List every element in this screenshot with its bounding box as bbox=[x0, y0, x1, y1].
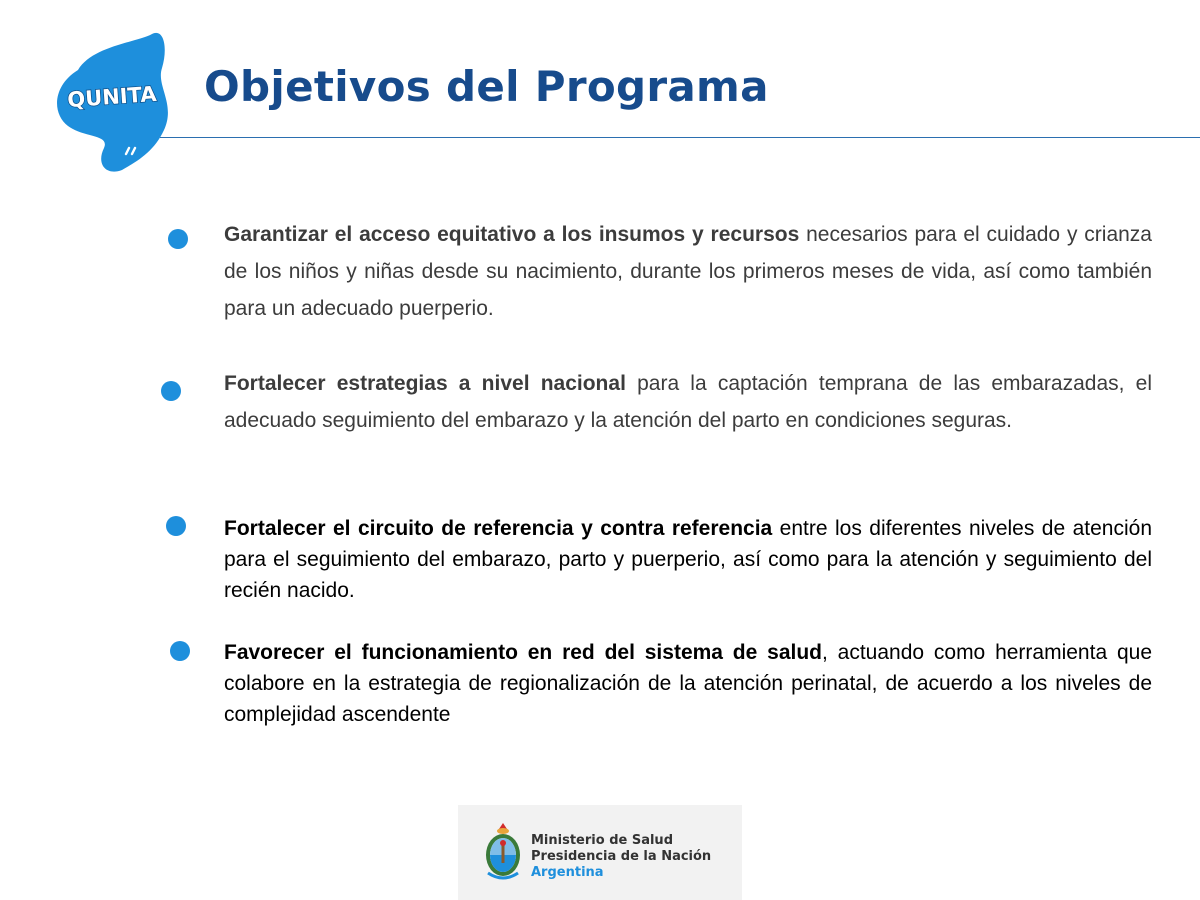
title-divider bbox=[160, 137, 1200, 138]
presidency-name: Presidencia de la Nación bbox=[531, 849, 712, 864]
bullet-icon bbox=[170, 641, 190, 661]
objective-item bbox=[224, 216, 1152, 327]
logo-text: QUNITA bbox=[66, 81, 158, 113]
objective-highlight: Fortalecer estrategias a nivel nacional bbox=[224, 372, 626, 395]
objective-item bbox=[224, 365, 1152, 439]
objective-highlight: Favorecer el funcionamiento en red del sistema de salud bbox=[224, 641, 822, 664]
objective-item bbox=[224, 637, 1152, 730]
qunita-logo bbox=[50, 30, 175, 175]
bullet-icon bbox=[168, 229, 188, 249]
objective-text: , actuando como herramienta que colabore en la estrategia de regionalización de la atención perinatal, de acuerdo a los niveles de complejidad ascendente bbox=[224, 641, 1152, 726]
ministry-logo bbox=[458, 805, 742, 900]
objective-item bbox=[224, 513, 1152, 606]
page-title: Objetivos del Programa bbox=[204, 62, 769, 111]
ministry-name: Ministerio de Salud bbox=[531, 833, 673, 848]
objective-text: entre los diferentes niveles de atención para el seguimiento del embarazo, parto y puerperio, así como para la atención y seguimiento del recién nacido. bbox=[224, 517, 1152, 602]
coat-of-arms-icon bbox=[480, 821, 526, 885]
ministry-text bbox=[531, 833, 711, 881]
objective-text: necesarios para el cuidado y crianza de los niños y niñas desde su nacimiento, durante los primeros meses de vida, así como también para un adecuado puerperio. bbox=[224, 223, 1152, 320]
objective-highlight: Garantizar el acceso equitativo a los insumos y recursos bbox=[224, 223, 800, 246]
country-name: Argentina bbox=[531, 865, 604, 880]
bullet-icon bbox=[161, 381, 181, 401]
objective-text: para la captación temprana de las embarazadas, el adecuado seguimiento del embarazo y la atención del parto en condiciones seguras. bbox=[224, 372, 1152, 432]
bullet-icon bbox=[166, 516, 186, 536]
objective-highlight: Fortalecer el circuito de referencia y contra referencia bbox=[224, 517, 773, 540]
